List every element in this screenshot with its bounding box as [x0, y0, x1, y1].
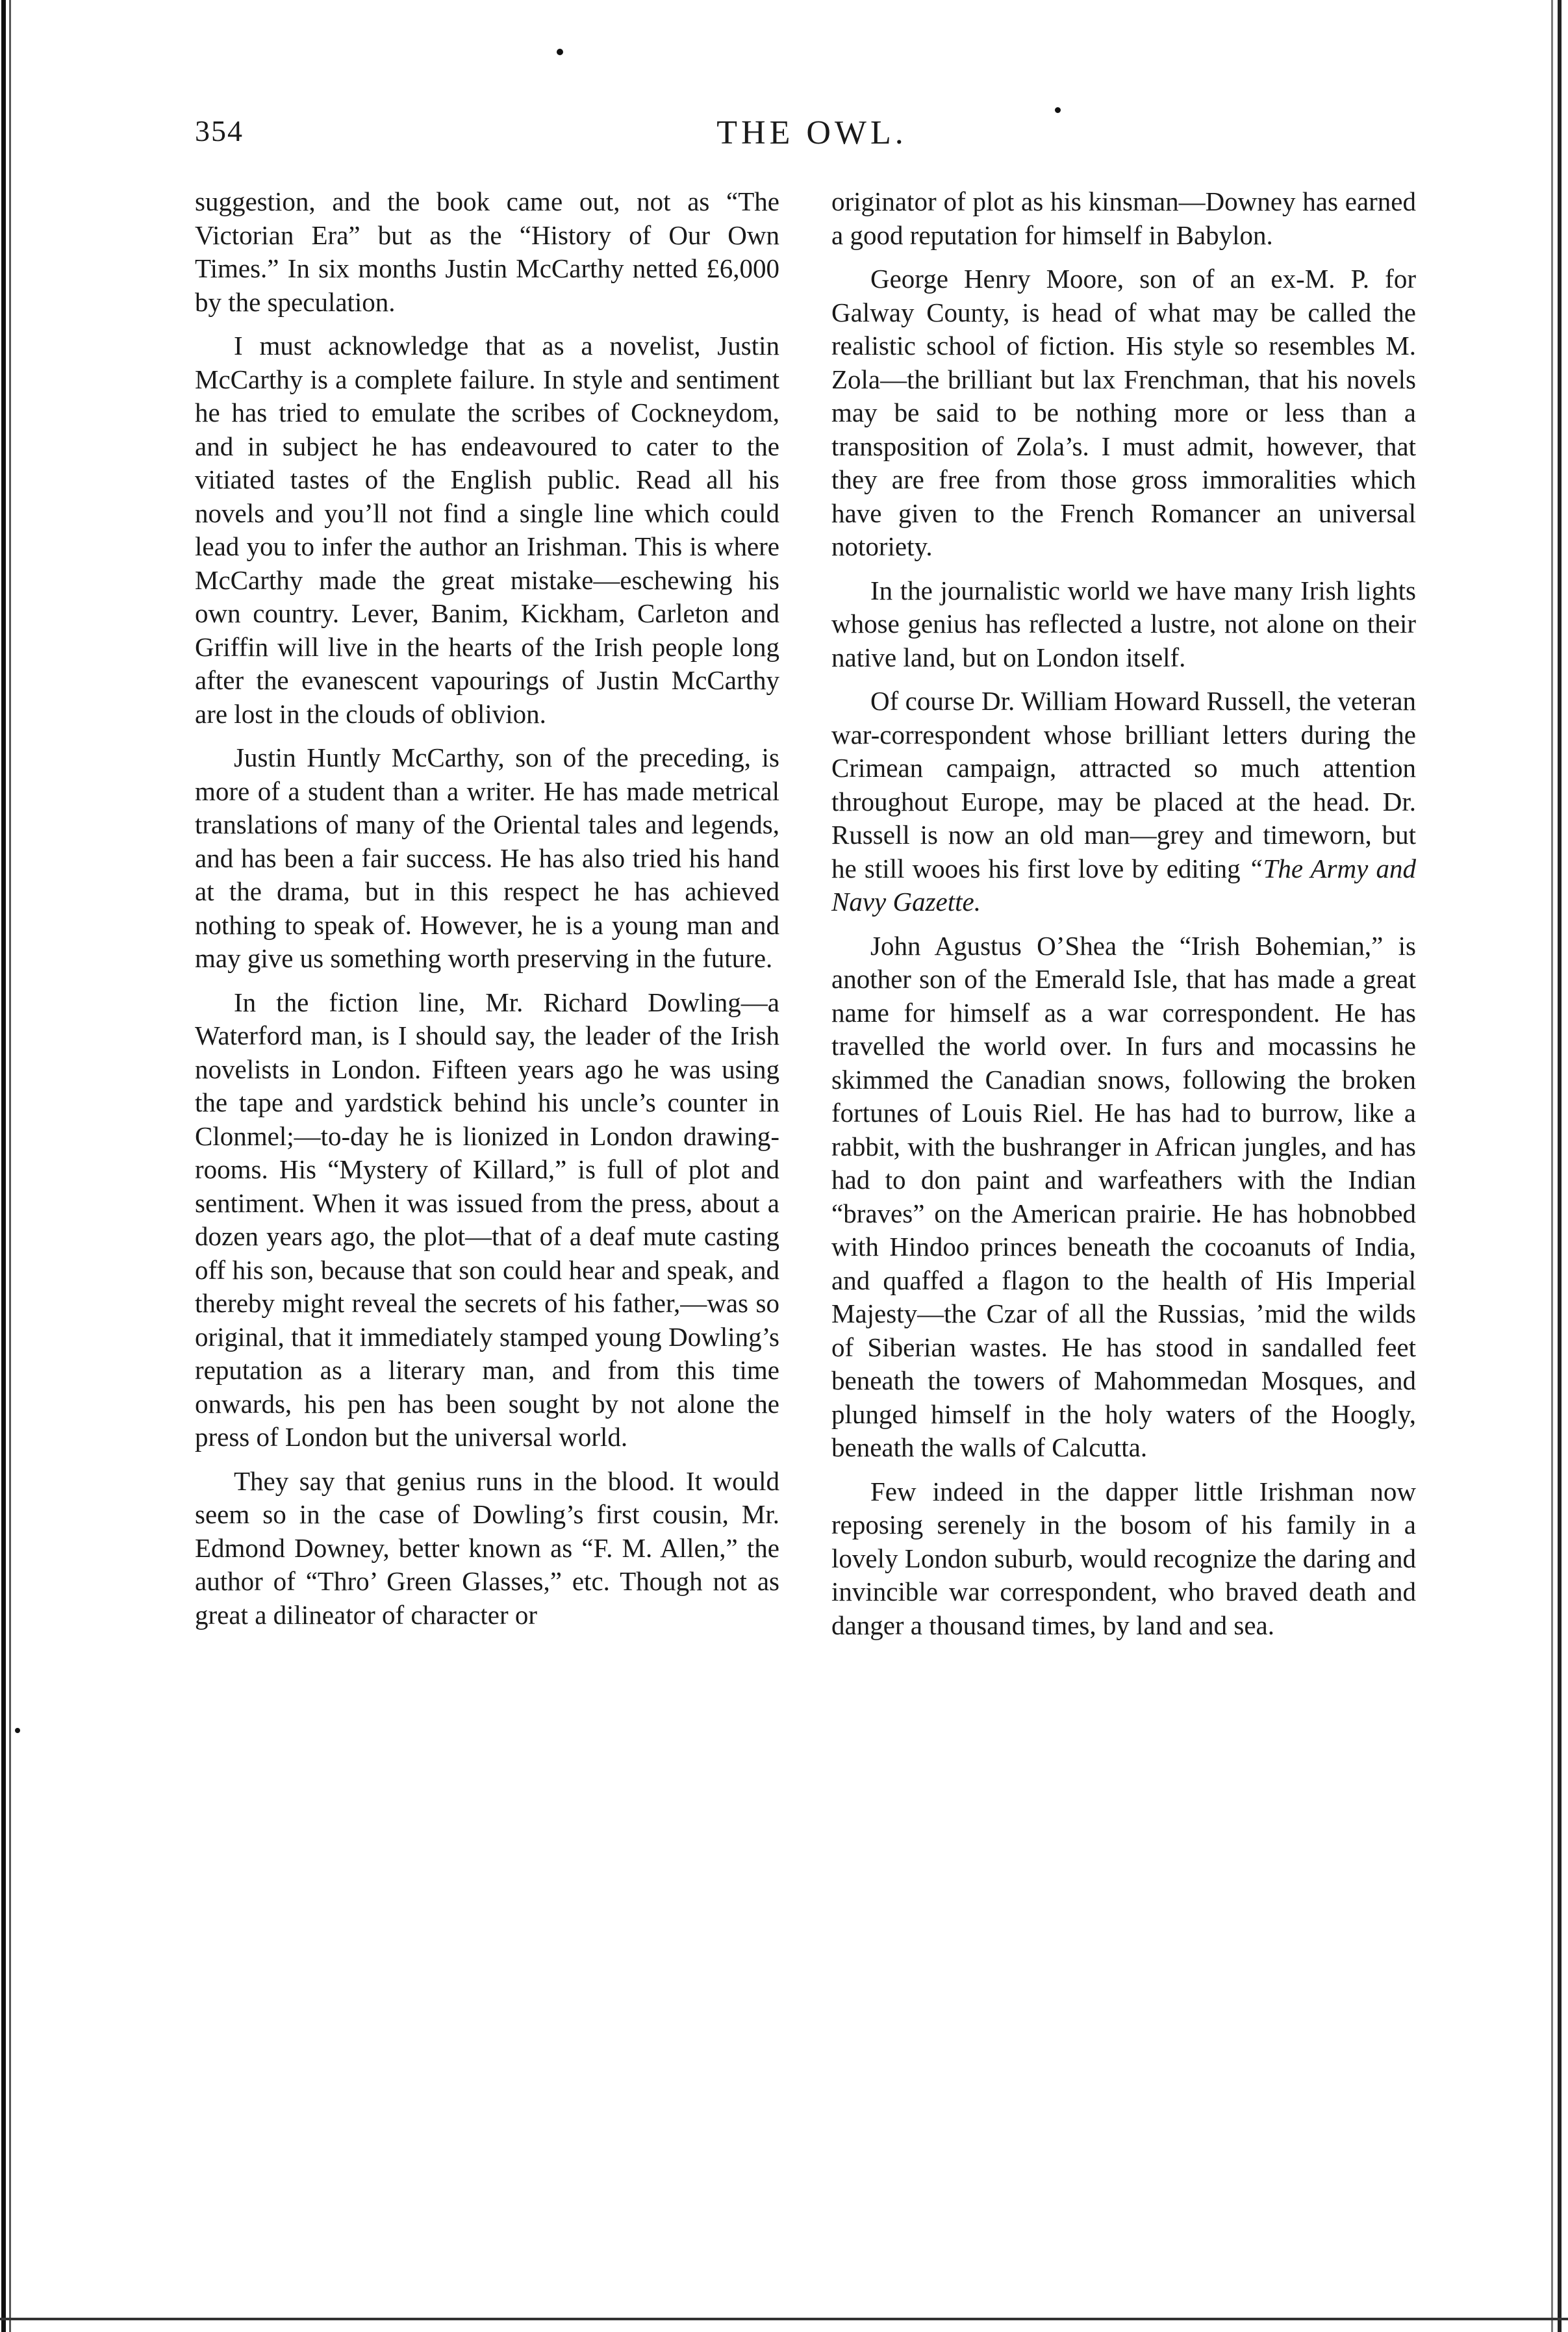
paragraph: originator of plot as his kinsman—Downey has earned a good reputation for himself in Babylon. [831, 186, 1416, 250]
scan-bottom-rule [0, 2318, 1568, 2320]
running-title: THE OWL. [716, 114, 907, 151]
paragraph: Few indeed in the dapper little Irishman now reposing serenely in the bosom of his family in a lovely London suburb, would recognize the daring and invincible war correspondent, who braved death and danger a thousand times, by land and sea. [831, 1476, 1416, 1640]
scan-speck [557, 49, 563, 55]
paragraph: Justin Huntly McCarthy, son of the preceding, is more of a student than a writer. He has made metrical translations of many of the Oriental tales and legends, and has been a fair success. He has also tried his hand at the drama, but in this respect he has achieved nothing to speak of. However, he is a young man and may give us something worth preserving in the future. [195, 742, 779, 973]
paragraph: They say that genius runs in the blood. It would seem so in the case of Dowling’s first cousin, Mr. Edmond Downey, better known as “F. M. Allen,” the author of “Thro’ Green Glasses,” etc. Though not as great a dilineator of character or [195, 1465, 779, 1630]
scan-speck [1055, 107, 1061, 113]
running-header [195, 114, 1416, 166]
left-column [195, 185, 779, 1642]
scan-edge-right-inner [1551, 0, 1553, 2332]
scan-edge-left [1, 0, 6, 2332]
paragraph [831, 685, 1416, 919]
paragraph: In the journalistic world we have many Irish lights whose genius has reflected a lustre, not alone on their native land, but on London itself. [831, 575, 1416, 672]
scan-speck [15, 1728, 20, 1733]
italic-title: “The Army and Navy Gazette. [831, 853, 1416, 917]
page-number: 354 [195, 114, 244, 147]
paragraph: George Henry Moore, son of an ex-M. P. for Galway County, is head of what may be called the realistic school of fiction. His style so resembles M. Zola—the brilliant but lax Frenchman, that his novels may be said to be nothing more or less than a transposition of Zola’s. I must admit, however, that they are free from those gross immoralities which have given to the French Romancer an universal notoriety. [831, 264, 1416, 561]
right-column [831, 185, 1416, 1653]
scan-edge-left-inner [9, 0, 11, 2332]
paragraph: In the fiction line, Mr. Richard Dowling—a Waterford man, is I should say, the leader of the Irish novelists in London. Fifteen years ago he was using the tape and yardstick behind his uncle’s counter in Clonmel;—to-day he is lionized in London drawing-rooms. His “Mystery of Killard,” is full of plot and sentiment. When it was issued from the press, about a dozen years ago, the plot—that of a deaf mute casting off his son, because that son could hear and speak, and thereby might reveal the secrets of his father,—was so original, that it immediately stamped young Dowling’s reputation as a literary man, and from this time onwards, his pen has been sought by not alone the press of London but the universal world. [195, 987, 779, 1452]
paragraph-text: Of course Dr. William Howard Russell, the veteran war-correspondent whose brilliant letters during the Crimean campaign, attracted so much attention throughout Europe, may be placed at the head. Dr. Russell is now an old man—grey and timeworn, but he still wooes his first love by editing [831, 686, 1416, 883]
paragraph: I must acknowledge that as a novelist, Justin McCarthy is a complete failure. In style and sentiment he has tried to emulate the scribes of Cockneydom, and in subject he has endeavoured to cater to the vitiated tastes of the English public. Read all his novels and you’ll not find a single line which could lead you to infer the author an Irishman. This is where McCarthy made the great mistake—eschewing his own country. Lever, Banim, Kickham, Carleton and Griffin will live in the hearts of the Irish people long after the evanescent vapourings of Justin McCarthy are lost in the clouds of oblivion. [195, 331, 779, 729]
paragraph: John Agustus O’Shea the “Irish Bohemian,” is another son of the Emerald Isle, that has made a great name for himself as a war correspondent. He has travelled the world over. In furs and mocassins he skimmed the Canadian snows, following the broken fortunes of Louis Riel. He has had to burrow, like a rabbit, with the bushranger in African jungles, and has had to don paint and warfeathers with the Indian “braves” on the American prairie. He has hobnobbed with Hindoo princes beneath the cocoanuts of India, and quaffed a flagon to the health of His Imperial Majesty—the Czar of all the Russias, ’mid the wilds of Siberian wastes. He has stood in sandalled feet beneath the towers of Mahommedan Mosques, and plunged himself in the holy waters of the Hoogly, beneath the walls of Calcutta. [831, 930, 1416, 1462]
scan-edge-right [1558, 0, 1562, 2332]
paragraph: suggestion, and the book came out, not as “The Victorian Era” but as the “History of Our Own Times.” In six months Justin McCarthy netted £6,000 by the speculation. [195, 186, 779, 317]
